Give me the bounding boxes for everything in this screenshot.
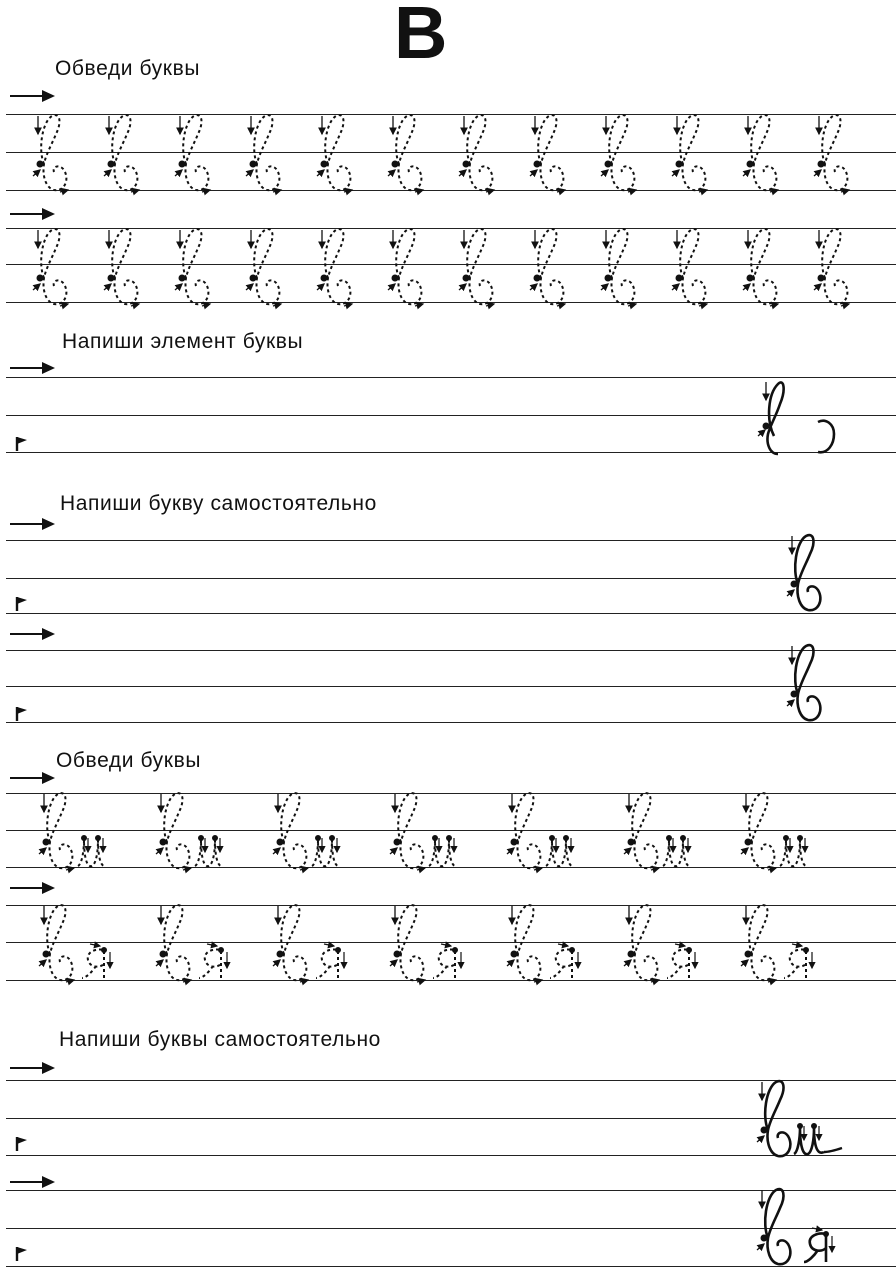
trace-syllable-glyph-vi — [504, 790, 604, 874]
trace-letter-glyph — [30, 226, 76, 308]
row-start-arrow-icon — [10, 626, 56, 642]
row-start-arrow-icon — [10, 516, 56, 532]
trace-letter-glyph — [243, 226, 289, 308]
line-flag-icon — [15, 596, 29, 612]
ruled-line — [6, 722, 896, 723]
trace-syllable-glyph-vi — [738, 790, 838, 874]
trace-letter-glyph — [740, 226, 786, 308]
row-start-arrow-icon — [10, 360, 56, 376]
trace-letter-glyph — [172, 226, 218, 308]
trace-letter-glyph — [243, 112, 289, 194]
trace-letter-glyph — [527, 226, 573, 308]
trace-syllable-glyph-vi — [387, 790, 487, 874]
ruled-line — [6, 650, 896, 651]
row-start-arrow-icon — [10, 206, 56, 222]
letter-sample-glyph — [784, 532, 832, 616]
trace-syllable-glyph-va — [387, 902, 487, 986]
trace-letter-glyph — [314, 112, 360, 194]
row-start-arrow-icon — [10, 88, 56, 104]
trace-letter-glyph — [527, 112, 573, 194]
trace-syllable-glyph-vi — [36, 790, 136, 874]
trace-letter-glyph — [172, 112, 218, 194]
trace-syllable-glyph-va — [270, 902, 370, 986]
syllable-sample-glyph-vi — [754, 1078, 854, 1162]
trace-letter-glyph — [314, 226, 360, 308]
instruction-write-element: Напиши элемент буквы — [62, 330, 304, 353]
line-flag-icon — [15, 706, 29, 722]
row-start-arrow-icon — [10, 1060, 56, 1076]
letter-sample-glyph — [784, 642, 832, 726]
line-flag-icon — [15, 1136, 29, 1152]
instruction-write-letter: Напиши букву самостоятельно — [60, 492, 377, 515]
trace-letter-glyph — [385, 112, 431, 194]
syllable-sample-glyph-va — [754, 1186, 854, 1270]
trace-syllable-glyph-vi — [621, 790, 721, 874]
trace-letter-glyph — [101, 226, 147, 308]
trace-letter-glyph — [456, 226, 502, 308]
trace-letter-glyph — [30, 112, 76, 194]
trace-letter-glyph — [740, 112, 786, 194]
instruction-trace-syllables: Обведи буквы — [56, 749, 202, 772]
line-flag-icon — [15, 436, 29, 452]
trace-letter-glyph — [669, 226, 715, 308]
trace-syllable-glyph-va — [504, 902, 604, 986]
row-start-arrow-icon — [10, 880, 56, 896]
line-flag-icon — [15, 1246, 29, 1262]
ruled-line — [6, 686, 896, 687]
instruction-trace-letters: Обведи буквы — [55, 57, 201, 80]
trace-syllable-glyph-vi — [270, 790, 370, 874]
trace-syllable-glyph-va — [738, 902, 838, 986]
element-sample-glyph — [752, 376, 852, 456]
title-letter: В — [394, 0, 448, 74]
trace-syllable-glyph-va — [621, 902, 721, 986]
trace-letter-glyph — [456, 112, 502, 194]
ruled-line — [6, 540, 896, 541]
trace-syllable-glyph-va — [153, 902, 253, 986]
trace-letter-glyph — [669, 112, 715, 194]
trace-letter-glyph — [811, 112, 857, 194]
trace-syllable-glyph-vi — [153, 790, 253, 874]
trace-syllable-glyph-va — [36, 902, 136, 986]
row-start-arrow-icon — [10, 770, 56, 786]
trace-letter-glyph — [385, 226, 431, 308]
row-start-arrow-icon — [10, 1174, 56, 1190]
trace-letter-glyph — [811, 226, 857, 308]
instruction-write-syllables: Напиши буквы самостоятельно — [59, 1028, 381, 1051]
trace-letter-glyph — [598, 112, 644, 194]
ruled-line — [6, 613, 896, 614]
ruled-line — [6, 578, 896, 579]
trace-letter-glyph — [598, 226, 644, 308]
trace-letter-glyph — [101, 112, 147, 194]
